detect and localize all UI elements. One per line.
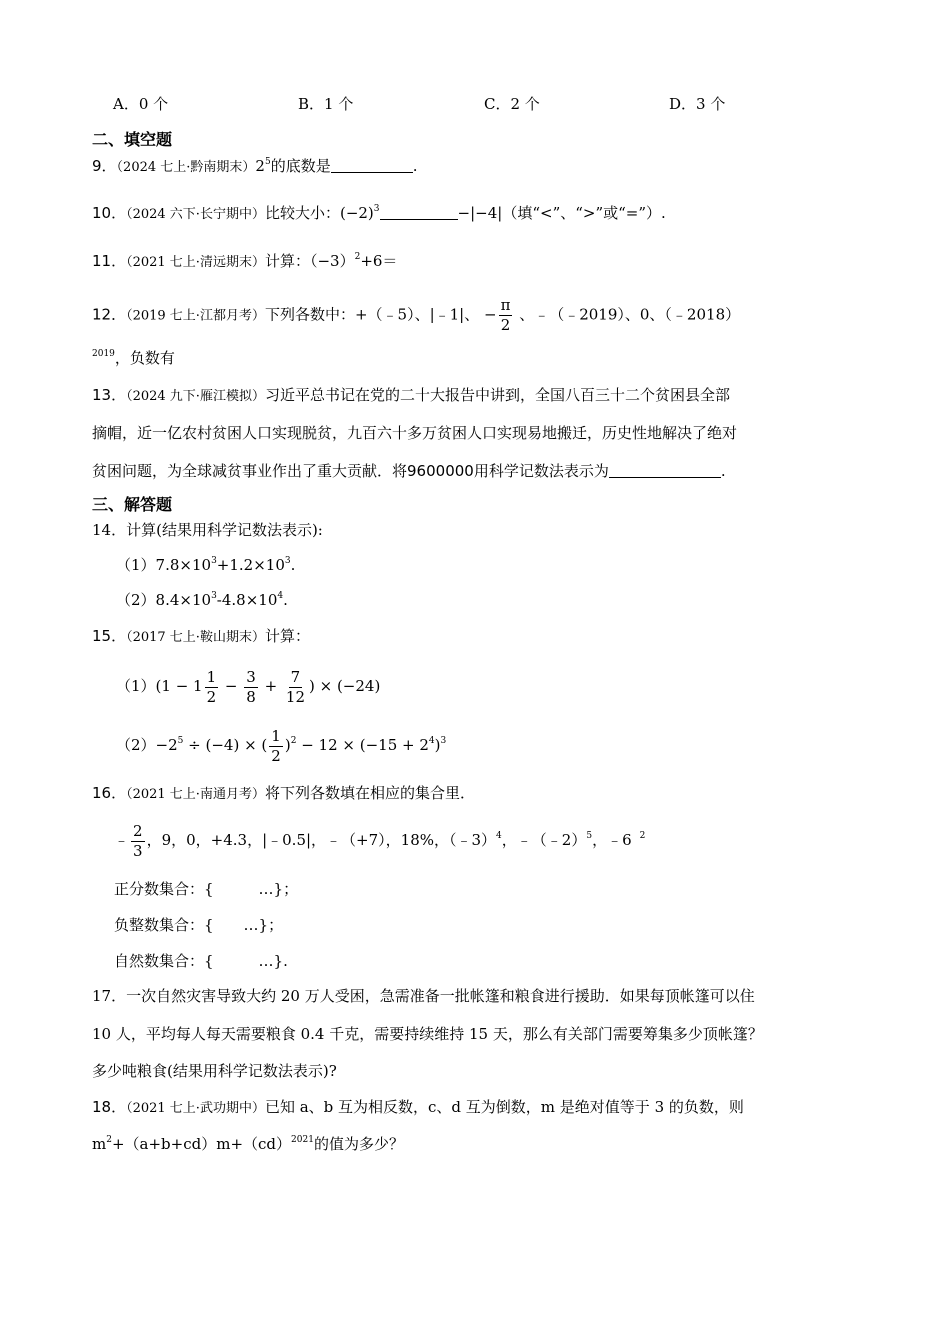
math: 8.4×10 (155, 591, 212, 609)
question-number: 12． (92, 305, 127, 324)
math: ) (284, 736, 291, 754)
set-natural-numbers: 自然数集合：{ …}. (114, 952, 288, 970)
part-label: （2） (116, 736, 156, 754)
question-number: 18． (92, 1098, 127, 1116)
math: (1 − 1 (155, 677, 203, 695)
math-minus: − (484, 305, 497, 324)
math: ) (434, 736, 441, 754)
math-exponent: 2021 (291, 1135, 314, 1145)
math: −2 (155, 736, 178, 754)
fraction-numerator: 7 (290, 667, 301, 686)
period: . (720, 462, 726, 480)
math-exponent: 3 (211, 591, 217, 601)
math-exponent: 5 (177, 736, 184, 746)
set-negative-integers: 负整数集合：{ …}； (114, 916, 284, 934)
question-number: 11． (92, 252, 127, 270)
question-17-line-2: 10 人，平均每人每天需要粮食 0.4 千克，需要持续维持 15 天，那么有关部门需要筹集多少顶帐篷？ (92, 1025, 763, 1043)
part-label: （2） (116, 591, 156, 609)
fraction (284, 667, 307, 706)
math-exponent: 4 (277, 591, 284, 601)
question-12-line-2 (92, 348, 175, 368)
fraction-numerator: π (500, 296, 511, 314)
math-right: −|−4| (457, 204, 503, 222)
question-number: 13． (92, 386, 127, 404)
question-15 (92, 626, 310, 648)
question-15-part-2 (116, 725, 446, 765)
fraction (205, 667, 219, 706)
option-d: D．3 个 (669, 95, 726, 113)
question-text: ，负数有 (114, 349, 175, 367)
question-16 (92, 783, 475, 805)
answer-blank[interactable] (380, 204, 458, 220)
question-source: （2024 七上·黔南期末） (116, 160, 256, 175)
question-number: 10． (92, 204, 127, 222)
number-list: ，﹣（﹣2） (501, 831, 587, 849)
answer-blank[interactable] (609, 462, 721, 478)
option-b: B．1 个 (298, 95, 354, 113)
question-17-line-3: 多少吨粮食(结果用科学记数法表示)? (92, 1062, 337, 1080)
math-exponent: 4 (496, 831, 502, 841)
period: . (290, 556, 296, 574)
question-13-line-3 (92, 461, 726, 481)
math-exponent: 2 (354, 252, 361, 262)
question-text: 比较大小： (264, 204, 340, 222)
question-source: （2017 七上·鞍山期末） (126, 630, 265, 645)
math: − (220, 677, 243, 695)
fraction-denominator: 3 (133, 841, 143, 860)
question-text-rest: +6＝ (360, 252, 398, 270)
question-14-part-2 (116, 590, 288, 610)
fraction-denominator: 12 (285, 687, 305, 706)
question-14: 14．计算(结果用科学记数法表示): (92, 521, 323, 539)
question-number: 15． (92, 627, 127, 645)
fraction-denominator: 8 (246, 687, 256, 706)
option-a: A．0 个 (113, 95, 169, 113)
question-hint: （填“<”、“>”或“=”）. (502, 204, 666, 222)
question-text: 将下列各数填在相应的集合里． (264, 784, 475, 802)
fraction-numerator: 2 (133, 821, 143, 840)
math-exponent: 3 (284, 556, 291, 566)
math-exponent: 2 (290, 736, 297, 746)
question-text: 用科学记数法表示为 (473, 462, 609, 480)
question-source: （2024 九下·雁江模拟） (126, 389, 265, 404)
math-exponent: 2019 (92, 349, 115, 359)
number: 9600000 (407, 462, 474, 480)
question-text: 已知 a、b 互为相反数，c、d 互为倒数，m 是绝对值等于 3 的负数，则 (264, 1098, 744, 1116)
math: + (259, 677, 282, 695)
option-c: C．2 个 (484, 95, 540, 113)
math: 7.8×10 (155, 556, 212, 574)
question-text: 的底数是 (270, 157, 331, 175)
answer-blank[interactable] (331, 157, 413, 173)
math-exponent: 2 (106, 1135, 112, 1145)
question-18 (92, 1097, 744, 1119)
question-source: （2021 七上·武功期中） (126, 1101, 265, 1116)
fraction (269, 726, 283, 765)
fraction-numerator: 1 (271, 726, 281, 745)
question-number: 9． (92, 157, 117, 175)
math: +（a+b+cd）m+（cd） (111, 1135, 292, 1153)
period: . (283, 591, 288, 609)
math-exponent: 5 (586, 831, 593, 841)
math: ÷ (−4) × ( (183, 736, 268, 754)
question-15-part-1 (116, 666, 380, 706)
period: . (412, 157, 418, 175)
question-16-number-list (114, 820, 645, 860)
question-number: 16． (92, 784, 127, 802)
math-exponent: 3 (440, 736, 447, 746)
fraction-denominator: 2 (271, 746, 281, 765)
math: -4.8×10 (216, 591, 278, 609)
question-18-line-2 (92, 1134, 404, 1154)
question-17: 17．一次自然灾害导致大约 20 万人受困，急需准备一批帐篷和粮食进行援助．如果每顶帐篷可以住 (92, 987, 755, 1005)
question-10 (92, 203, 666, 225)
question-text: 计算：（−3） (264, 252, 355, 270)
math-exponent: 4 (428, 736, 435, 746)
question-13-line-2: 摘帽，近一亿农村贫困人口实现脱贫，九百六十多万贫困人口实现易地搬迁，历史性地解决了绝对 (92, 424, 738, 442)
math: +1.2×10 (216, 556, 285, 574)
question-11 (92, 251, 397, 273)
math: − 12 × (−15 + 2 (296, 736, 429, 754)
math-left: (−2) (339, 204, 374, 222)
fraction (131, 821, 145, 860)
math-exponent: 5 (264, 157, 271, 167)
math-exponent: 3 (373, 204, 380, 214)
question-source: （2019 七上·江都月考） (126, 308, 265, 324)
question-text: 贫困问题，为全球减贫事业作出了重大贡献．将 (92, 462, 408, 480)
question-source: （2021 七上·清远期末） (126, 255, 265, 270)
question-text: 下列各数中：+（﹣5）、|﹣1|、 (264, 305, 480, 324)
fraction-denominator: 2 (206, 687, 217, 706)
set-positive-fractions: 正分数集合：{ …}； (114, 880, 299, 898)
math-exponent: 2 (639, 831, 646, 841)
part-label: （1） (116, 556, 156, 574)
fraction-denominator: 2 (500, 316, 511, 334)
section-heading-solve: 三、解答题 (92, 495, 173, 514)
fraction-numerator: 1 (206, 667, 217, 686)
part-label: （1） (116, 677, 156, 695)
question-9 (92, 156, 417, 178)
number-list: ，﹣6 (592, 831, 632, 849)
number-list: ，9，0，+4.3，|﹣0.5|，﹣（+7），18%，（﹣3） (146, 831, 497, 849)
fraction-pi-over-2 (499, 298, 513, 333)
math: ﹣ (114, 831, 130, 849)
question-source: （2021 七上·南通月考） (126, 787, 265, 802)
question-text: 、﹣（﹣2019）、0、（﹣2018） (519, 305, 741, 324)
math: m (92, 1135, 107, 1153)
section-heading-fill-in: 二、填空题 (92, 130, 173, 149)
math: ) × (−24) (309, 677, 381, 695)
math-exponent: 3 (211, 556, 217, 566)
question-13 (92, 385, 730, 407)
question-text: 习近平总书记在党的二十大报告中讲到，全国八百三十二个贫困县全部 (264, 386, 730, 404)
question-text: 的值为多少？ (313, 1135, 404, 1153)
fraction (244, 667, 258, 706)
question-12 (92, 298, 740, 333)
fraction-numerator: 3 (246, 667, 256, 686)
math-base: 2 (255, 157, 265, 175)
question-source: （2024 六下·长宁期中） (126, 207, 265, 222)
question-text: 计算： (264, 627, 310, 645)
question-14-part-1 (116, 555, 295, 575)
